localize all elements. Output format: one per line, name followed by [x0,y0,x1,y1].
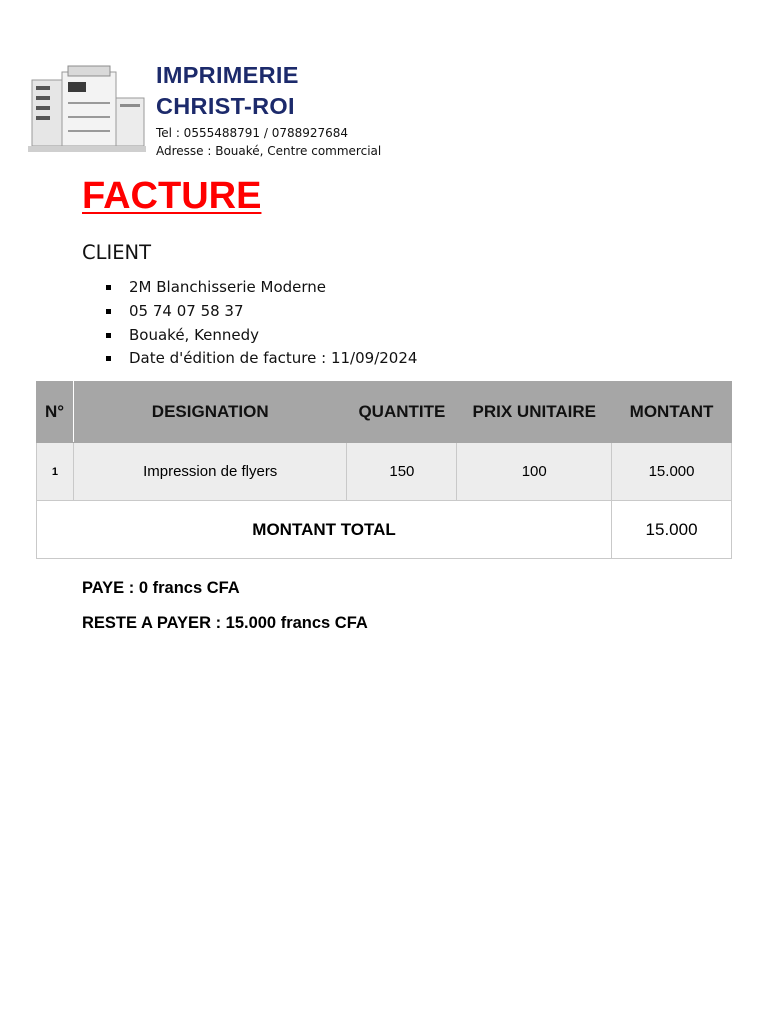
company-name [156,60,299,122]
invoice-date: Date d'édition de facture : 11/09/2024 [106,347,417,371]
client-details-list [106,276,417,371]
amount-remaining: RESTE A PAYER : 15.000 francs CFA [82,614,368,632]
company-phone: Tel : 0555488791 / 0788927684 [156,126,349,140]
header-unit-price: PRIX UNITAIRE [457,382,612,443]
total-label: MONTANT TOTAL [37,501,612,559]
total-row [37,501,732,559]
amount-paid: PAYE : 0 francs CFA [82,579,240,597]
table-header-row [37,382,732,443]
client-heading: CLIENT [82,241,152,264]
company-name-line2: CHRIST-ROI [156,93,295,119]
printer-icon [24,62,148,158]
client-name: 2M Blanchisserie Moderne [106,276,417,300]
invoice-title: FACTURE [82,175,262,217]
row-unit-price: 100 [457,443,612,501]
row-amount: 15.000 [612,443,732,501]
header-number: N° [37,382,74,443]
invoice-table [36,381,732,559]
header-designation: DESIGNATION [73,382,346,443]
table-row [37,443,732,501]
header-quantity: QUANTITE [347,382,457,443]
total-value: 15.000 [612,501,732,559]
row-number: 1 [37,443,74,501]
company-address: Adresse : Bouaké, Centre commercial [156,144,382,158]
client-location: Bouaké, Kennedy [106,324,417,348]
header-amount: MONTANT [612,382,732,443]
client-phone: 05 74 07 58 37 [106,300,417,324]
company-name-line1: IMPRIMERIE [156,62,299,88]
row-designation: Impression de flyers [73,443,346,501]
row-quantity: 150 [347,443,457,501]
